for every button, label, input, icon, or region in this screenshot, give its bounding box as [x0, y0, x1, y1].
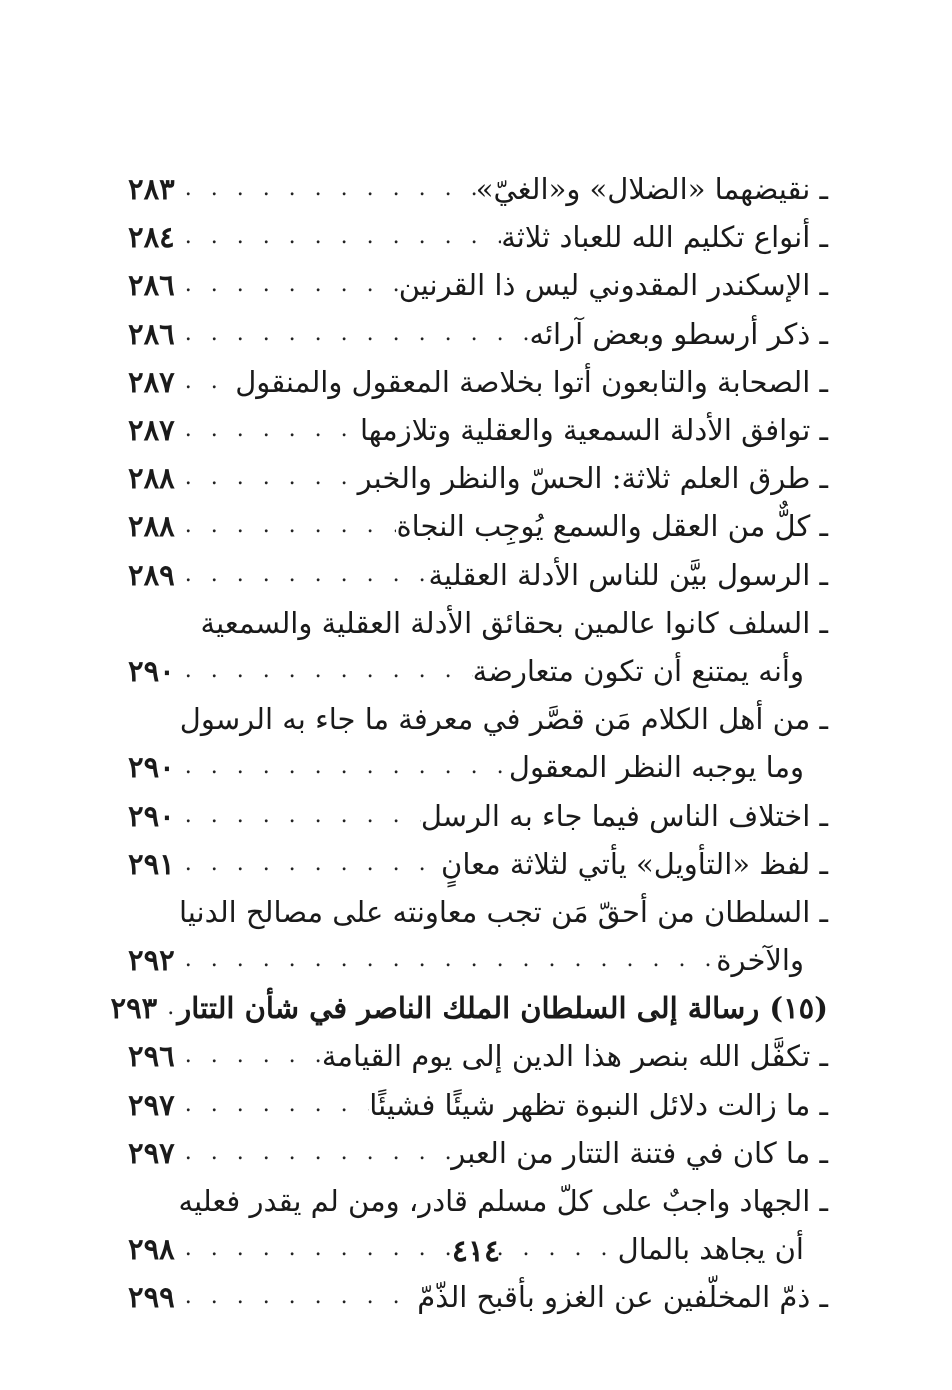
entry-title: ـ ذمّ المخلّفين عن الغزو بأقبح الذّمّ: [417, 1280, 828, 1315]
entry-title: ـ توافق الأدلة السمعية والعقلية وتلازمها: [359, 413, 828, 448]
dot-leader: [175, 1273, 418, 1321]
entry-title: ـ السلف كانوا عالمين بحقائق الأدلة العقلية والسمعية: [200, 605, 828, 640]
entry-page-number: ٢٨٦: [128, 316, 175, 351]
entry-title: ـ الرسول بيَّن للناس الأدلة العقلية: [428, 557, 828, 592]
entry-page-number: ٢٨٨: [128, 509, 175, 544]
table-of-contents: [110, 165, 828, 1322]
entry-page-number: ٢٩٧: [128, 1135, 175, 1170]
dot-leader: [175, 743, 509, 791]
toc-entry: [128, 502, 828, 550]
toc-entry: [128, 310, 828, 358]
entry-page-number: ٢٩٨: [128, 1232, 175, 1267]
toc-entry: [128, 743, 828, 791]
dot-leader: [175, 454, 358, 502]
toc-entry: [128, 1081, 828, 1129]
toc-entry: [128, 406, 828, 454]
entry-title: أن يجاهد بالمال: [617, 1232, 804, 1267]
entry-title: (١٥) رسالة إلى السلطان الملك الناصر في شأن التتار: [177, 991, 828, 1026]
dot-leader: [157, 984, 177, 1032]
entry-page-number: ٢٨٧: [128, 364, 175, 399]
toc-entry: [128, 1273, 828, 1321]
entry-title: ـ اختلاف الناس فيما جاء به الرسل: [420, 798, 828, 833]
dot-leader: [175, 1032, 322, 1080]
toc-entry: [128, 936, 828, 984]
entry-title: وما يوجبه النظر المعقول: [508, 750, 804, 785]
dot-leader: [175, 551, 429, 599]
dot-leader: [175, 165, 476, 213]
dot-leader: [175, 1081, 370, 1129]
dot-leader: [175, 261, 399, 309]
entry-page-number: ٢٨٩: [128, 557, 175, 592]
toc-entry: [128, 695, 828, 743]
dot-leader: [175, 936, 717, 984]
entry-title: ـ لفظ «التأويل» يأتي لثلاثة معانٍ: [441, 846, 828, 881]
entry-page-number: ٢٩٢: [128, 943, 175, 978]
entry-page-number: ٢٩٠: [128, 750, 175, 785]
toc-entry: [128, 454, 828, 502]
entry-title: ـ من أهل الكلام مَن قصَّر في معرفة ما جاء به الرسول: [179, 702, 828, 737]
page-number: ٤١٤: [451, 1234, 501, 1269]
toc-entry: [128, 551, 828, 599]
entry-page-number: ٢٨٦: [128, 268, 175, 303]
entry-title: ـ الصحابة والتابعون أتوا بخلاصة المعقول والمنقول: [235, 364, 828, 399]
dot-leader: [175, 310, 530, 358]
entry-page-number: ٢٩٠: [128, 653, 175, 688]
toc-entry: [128, 1177, 828, 1225]
entry-title: ـ الجهاد واجبٌ على كلّ مسلم قادر، ومن لم يقدر فعليه: [178, 1184, 828, 1219]
entry-page-number: ٢٨٣: [128, 172, 175, 207]
entry-page-number: ٢٩٦: [128, 1039, 175, 1074]
entry-page-number: ٢٩٠: [128, 798, 175, 833]
entry-title: ـ نقيضهما «الضلال» و«الغيّ»: [475, 172, 828, 207]
entry-page-number: ٢٨٧: [128, 413, 175, 448]
entry-title: وأنه يمتنع أن تكون متعارضة: [472, 653, 804, 688]
entry-title: ـ السلطان من أحقّ مَن تجب معاونته على مصالح الدنيا: [178, 894, 828, 929]
entry-title: ـ تكفَّل الله بنصر هذا الدين إلى يوم القيامة: [321, 1039, 828, 1074]
entry-page-number: ٢٨٤: [128, 220, 175, 255]
entry-title: ـ أنواع تكليم الله للعباد ثلاثة: [501, 220, 828, 255]
entry-page-number: ٢٩٧: [128, 1087, 175, 1122]
entry-title: ـ كلٌّ من العقل والسمع يُوجِب النجاة: [396, 509, 828, 544]
toc-entry: [128, 888, 828, 936]
toc-entry: [128, 791, 828, 839]
entry-title: ـ ما زالت دلائل النبوة تظهر شيئًا فشيئًا: [369, 1087, 828, 1122]
dot-leader: [175, 1129, 452, 1177]
dot-leader: [175, 358, 235, 406]
dot-leader: [175, 213, 502, 261]
dot-leader: [175, 647, 473, 695]
entry-page-number: ٢٩١: [128, 846, 175, 881]
entry-page-number: ٢٩٩: [128, 1280, 175, 1315]
toc-entry: [128, 165, 828, 213]
toc-entry: [128, 840, 828, 888]
entry-page-number: ٢٩٣: [110, 991, 158, 1026]
entry-title: ـ ما كان في فتنة التتار من العبر: [451, 1135, 828, 1170]
dot-leader: [175, 502, 397, 550]
dot-leader: [175, 406, 360, 454]
entry-title: والآخرة: [716, 943, 804, 978]
dot-leader: [175, 840, 441, 888]
toc-entry: [128, 1129, 828, 1177]
entry-title: ـ ذكر أرسطو وبعض آرائه: [529, 316, 828, 351]
entry-title: ـ طرق العلم ثلاثة: الحسّ والنظر والخبر: [357, 461, 828, 496]
toc-entry: [128, 213, 828, 261]
toc-entry: [110, 984, 828, 1032]
toc-entry: [128, 261, 828, 309]
dot-leader: [175, 792, 421, 840]
toc-entry: [128, 647, 828, 695]
toc-entry: [128, 599, 828, 647]
entry-title: ـ الإسكندر المقدوني ليس ذا القرنين: [398, 268, 828, 303]
toc-entry: [128, 358, 828, 406]
entry-page-number: ٢٨٨: [128, 461, 175, 496]
toc-entry: [128, 1032, 828, 1080]
